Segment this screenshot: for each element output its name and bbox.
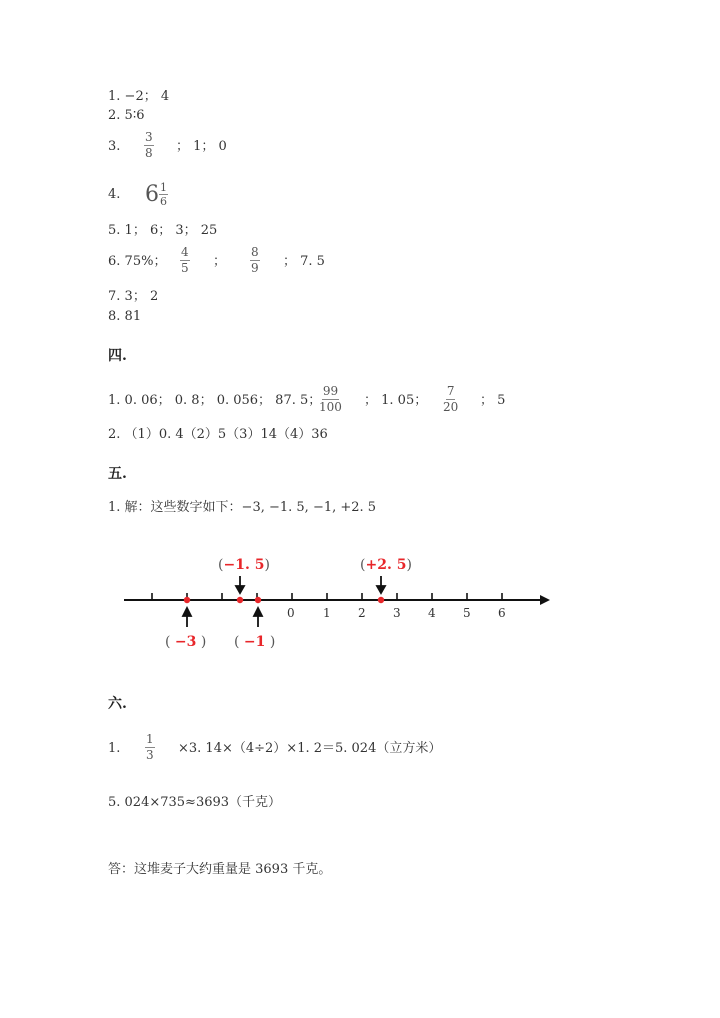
answer-text: （1）0. 4（2）5（3）14（4）36 (124, 427, 328, 442)
tick-label-1: 1 (323, 606, 331, 620)
separator: ； (213, 254, 227, 269)
point-label-minus-3: ( −3 ) (165, 634, 207, 650)
mixed-number-6-1-6 (145, 182, 168, 207)
arrow-head-icon (540, 595, 550, 605)
point-minus-1-5 (237, 597, 243, 603)
answer-text: 81 (124, 309, 142, 324)
final-answer: 答：这堆麦子大约重量是 3693 千克。 (108, 862, 332, 877)
denominator: 3 (146, 748, 154, 762)
answer-text: −2； 4 (124, 89, 170, 104)
section-heading-6: 六. (108, 696, 127, 712)
answer-3-5 (108, 223, 217, 239)
item-number: 1. (108, 393, 125, 408)
item-number: 8. (108, 309, 125, 324)
section-heading-4: 四. (108, 348, 127, 364)
tick-label-6: 6 (498, 606, 506, 620)
number-line-figure (115, 545, 555, 655)
item-number: 7. (108, 289, 125, 304)
item-number: 2. (108, 427, 125, 442)
point-minus-3 (184, 597, 190, 603)
fraction-part (159, 182, 168, 207)
point-label-minus-1-5: (−1. 5) (218, 557, 270, 573)
answer-4-1 (108, 393, 321, 409)
item-number: 1. (108, 89, 125, 104)
tick-label-3: 3 (393, 606, 401, 620)
answer-3-7 (108, 289, 158, 305)
item-number: 1. (108, 500, 125, 515)
numerator: 1 (160, 181, 167, 194)
numerator: 7 (446, 384, 455, 398)
fraction-1-3 (145, 733, 155, 762)
numerator: 1 (146, 732, 154, 746)
answer-text: 0. 06； 0. 8； 0. 056； 87. 5； (124, 393, 322, 408)
denominator: 6 (160, 195, 167, 208)
answer-text: 1； 6； 3； 25 (124, 223, 218, 238)
answer-3-2 (108, 108, 144, 124)
down-arrow-icons (236, 576, 385, 593)
answer-6-2: 5. 024×735≈3693（千克） (108, 795, 282, 810)
fraction-3-8 (144, 131, 154, 160)
tick-label-0: 0 (287, 606, 295, 620)
fraction-8-9 (250, 246, 260, 275)
answer-4-2 (108, 427, 328, 443)
item-number: 5. (108, 223, 125, 238)
answer-text: 75%； (124, 254, 167, 269)
fraction-7-20 (443, 385, 458, 414)
point-label-minus-1: ( −1 ) (234, 634, 276, 650)
answer-4-1-mid: ； 1. 05； (364, 393, 428, 408)
item-number: 1. (108, 741, 121, 756)
point-minus-1 (255, 597, 261, 603)
answer-5-1 (108, 500, 376, 516)
point-plus-2-5 (378, 597, 384, 603)
fraction-99-100 (319, 385, 342, 414)
item-number: 4. (108, 187, 121, 202)
tick-label-4: 4 (428, 606, 436, 620)
answer-3-1 (108, 89, 169, 105)
item-number: 3. (108, 139, 121, 154)
numerator: 8 (251, 245, 259, 259)
point-label-plus-2-5: (+2. 5) (360, 557, 412, 573)
tick-marks (152, 593, 502, 600)
up-arrow-icons (183, 608, 262, 627)
answer-6-1-rest: ×3. 14×（4÷2）×1. 2＝5. 024（立方米） (178, 741, 442, 756)
denominator: 9 (251, 261, 259, 275)
answer-text: 5∶6 (124, 108, 145, 123)
numerator: 99 (322, 384, 339, 398)
answer-text: 解：这些数字如下：−3, −1. 5, −1, +2. 5 (124, 500, 377, 515)
answer-3-3 (108, 139, 120, 155)
answer-3-6 (108, 254, 166, 270)
denominator: 8 (145, 146, 153, 160)
tick-label-2: 2 (358, 606, 366, 620)
denominator: 100 (319, 400, 342, 414)
item-number: 2. (108, 108, 125, 123)
answer-4-1-rest: ； 5 (480, 393, 506, 408)
numerator: 4 (181, 245, 189, 259)
numerator: 3 (145, 130, 153, 144)
answer-3-3-rest: ； 1； 0 (176, 139, 227, 154)
denominator: 5 (181, 261, 189, 275)
answer-6-1 (108, 741, 120, 757)
item-number: 6. (108, 254, 125, 269)
answer-text: 3； 2 (124, 289, 159, 304)
answer-3-8 (108, 309, 141, 325)
section-heading-5: 五. (108, 466, 127, 482)
answer-3-4 (108, 187, 120, 203)
denominator: 20 (443, 400, 459, 414)
fraction-4-5 (180, 246, 190, 275)
answer-3-6-rest: ； 7. 5 (283, 254, 325, 269)
tick-label-5: 5 (463, 606, 471, 620)
whole-part: 6 (145, 181, 159, 207)
